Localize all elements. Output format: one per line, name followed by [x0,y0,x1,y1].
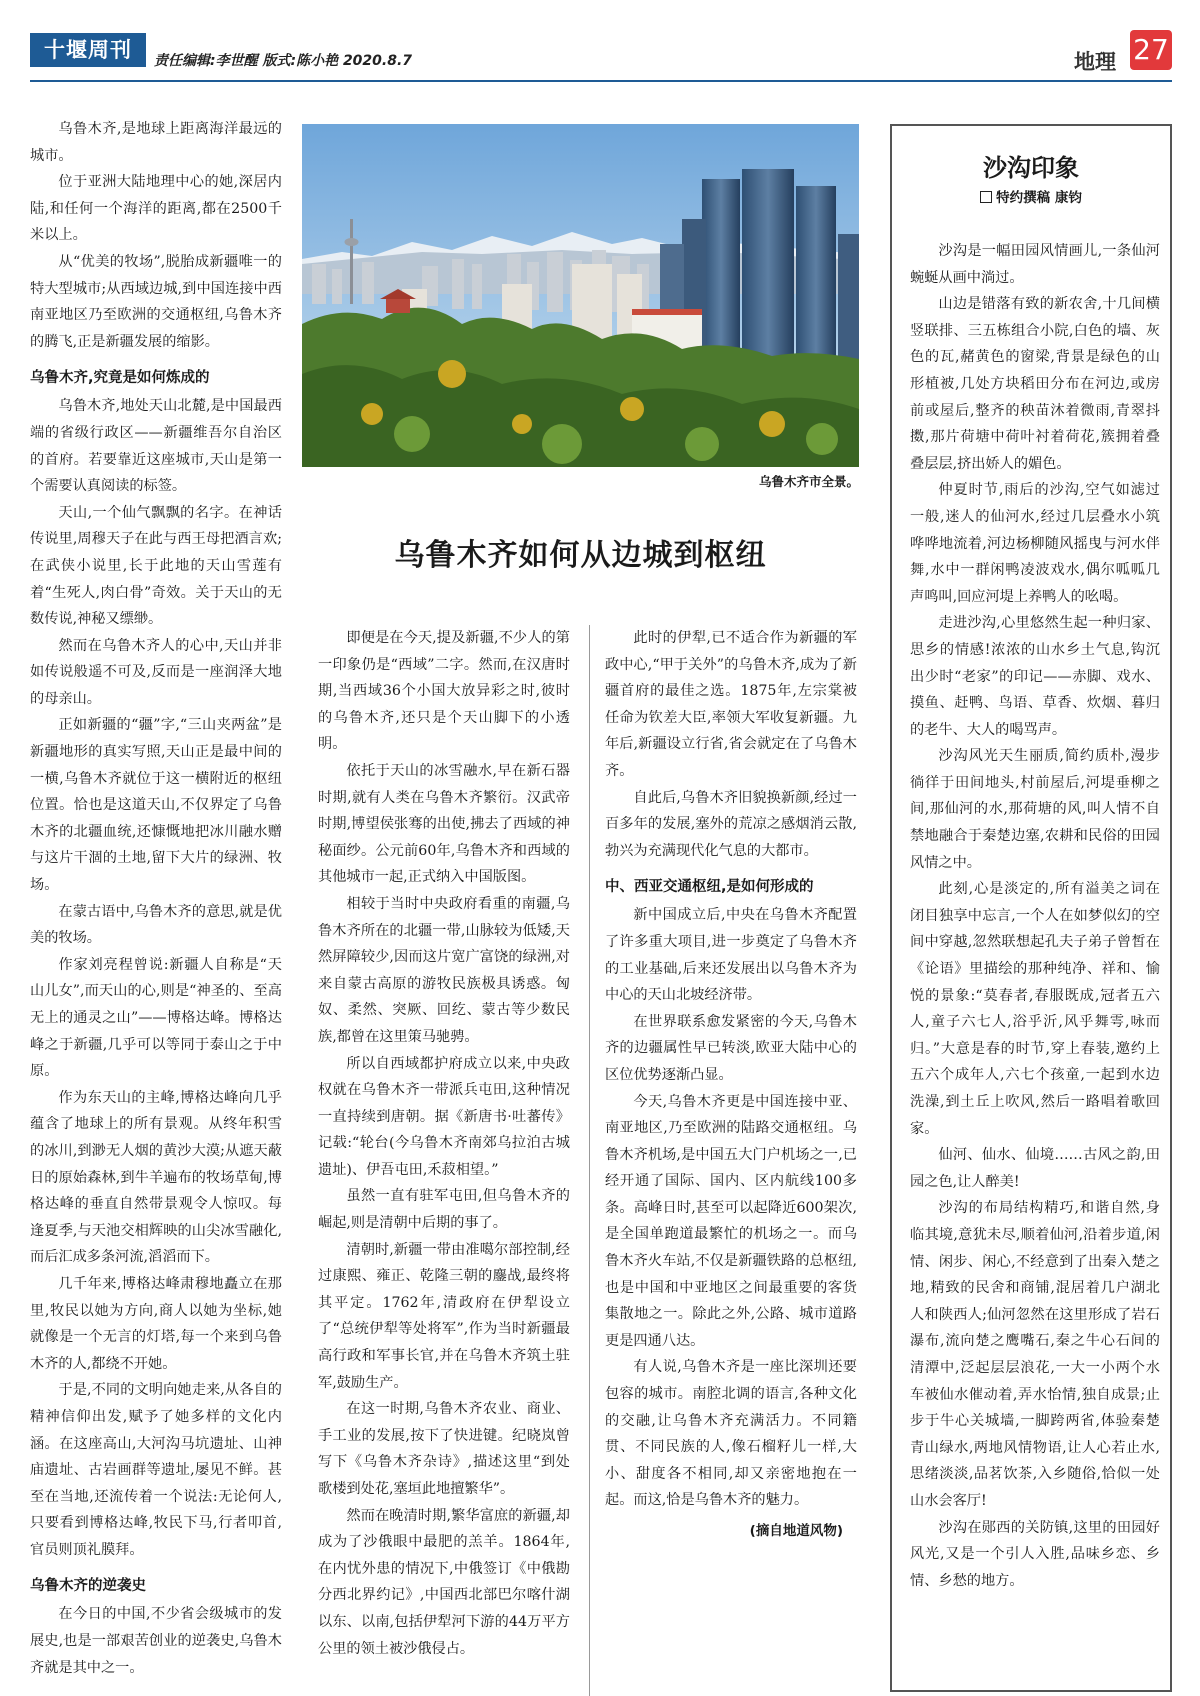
paragraph: 沙沟在郧西的关防镇,这里的田园好风光,又是一个引人入胜,品味乡恋、乡情、乡愁的地方。 [910,1519,1160,1589]
paragraph: 沙沟是一幅田园风情画儿,一条仙河蜿蜒从画中淌过。 [910,243,1160,286]
subheading-1: 乌鲁木齐,究竟是如何炼成的 [30,370,210,387]
sidebar-title: 沙沟印象 [983,153,1079,182]
paragraph: 此时的伊犁,已不适合作为新疆的军政中心,“甲于关外”的乌鲁木齐,成为了新疆首府的最佳之选。1875年,左宗棠被任命为钦差大臣,率领大军收复新疆。九年后,新疆设立行省,省会就定在了乌鲁木齐。 [605,630,857,779]
paragraph: 正如新疆的“疆”字,“三山夹两盆”是新疆地形的真实写照,天山正是最中间的一横,乌鲁木齐就位于这一横附近的枢纽位置。恰也是这道天山,不仅界定了乌鲁木齐的北疆血统,还慷慨地把冰川融水赠与这片干涸的土地,留下大片的绿洲、牧场。 [30,717,282,894]
paragraph: 仙河、仙水、仙境……古风之韵,田园之色,让人醉美! [910,1147,1160,1190]
article-column-1 [30,116,282,1696]
paragraph: 在世界联系愈发紧密的今天,乌鲁木齐的边疆属性早已转淡,欧亚大陆中心的区位优势逐渐凸显。 [605,1013,857,1083]
paragraph: 沙沟的布局结构精巧,和谐自然,身临其境,意犹未尽,顺着仙河,沿着步道,闲情、闲步、闲心,不经意到了出秦入楚之地,精致的民舍和商铺,混居着几户湖北人和陕西人;仙河忽然在这里形成了岩石瀑布,流向楚之鹰嘴石,秦之牛心石间的清潭中,泛起层层浪花,一大一小两个水车被仙水催动着,弄水怡情,独自成景;止步于牛心关城墙,一脚跨两省,体验秦楚青山绿水,两地风情物语,让人心若止水,思绪淡淡,品茗饮茶,入乡随俗,恰似一处山水会客厅! [910,1200,1160,1509]
paragraph: 今天,乌鲁木齐更是中国连接中亚、南亚地区,乃至欧洲的陆路交通枢纽。乌鲁木齐机场,是中国五大门户机场之一,已经开通了国际、国内、区内航线100多条。高峰日时,甚至可以起降近600架次,是全国单跑道最繁忙的机场之一。而乌鲁木齐火车站,不仅是新疆铁路的总枢纽,也是中国和中亚地区之间最重要的客货集散地之一。除此之外,公路、城市道路更是四通八达。 [605,1093,857,1349]
paragraph: 天山,一个仙气飘飘的名字。在神话传说里,周穆天子在此与西王母把酒言欢;在武侠小说里,长于此地的天山雪莲有着“生死人,肉白骨”奇效。关于天山的无数传说,神秘又缥缈。 [30,504,282,628]
paragraph: 山边是错落有致的新农舍,十几间横竖联排、三五栋组合小院,白色的墙、灰色的瓦,赭黄色的窗梁,背景是绿色的山形植被,几处方块稻田分布在河边,或房前或屋后,整齐的秧苗沐着微雨,青翠抖擞,那片荷塘中荷叶衬着荷花,簇拥着叠叠层层,挤出娇人的媚色。 [910,296,1160,472]
paragraph: 从“优美的牧场”,脱胎成新疆唯一的特大型城市;从西域边城,到中国连接中西南亚地区乃至欧洲的交通枢纽,乌鲁木齐的腾飞,正是新疆发展的缩影。 [30,253,282,350]
section-1-paragraphs [30,393,282,1563]
sidebar-paragraphs [910,238,1160,1594]
paragraph: 作家刘亮程曾说:新疆人自称是“天山儿女”,而天山的心,则是“神圣的、至高无上的通灵之山”——博格达峰。博格达峰之于新疆,几乎可以等同于泰山之于中原。 [30,956,282,1080]
paragraph: 乌鲁木齐,是地球上距离海洋最远的城市。 [30,121,282,164]
section-2-paragraphs-part-a [30,1601,282,1681]
masthead-logo: 十堰周刊 [30,33,146,67]
article-column-3 [605,625,857,1696]
section-3-paragraphs [605,902,857,1514]
sidebar-author [890,186,1172,206]
intro-paragraphs [30,116,282,355]
paragraph: 此刻,心是淡定的,所有溢美之词在闭目独享中忘言,一个人在如梦似幻的空间中穿越,忽然联想起孔夫子弟子曾皙在《论语》里描绘的那种纯净、祥和、愉悦的景象:“莫春者,春服既成,冠者五六人,童子六七人,浴乎沂,风乎舞雩,咏而归。”大意是春的时节,穿上春装,邀约上五六个成年人,六七个孩童,一起到水边洗澡,到土丘上吹风,然后一路唱着歌回家。 [910,881,1160,1137]
paragraph: 走进沙沟,心里悠然生起一种归家、思乡的情感!浓浓的山水乡土气息,钩沉出少时“老家”的印记——赤脚、戏水、摸鱼、赶鸭、鸟语、草香、炊烟、暮归的老牛、大人的喝骂声。 [910,615,1160,738]
paragraph: 即便是在今天,提及新疆,不少人的第一印象仍是“西域”二字。然而,在汉唐时期,当西域36个小国大放异彩之时,彼时的乌鲁木齐,还只是个天山脚下的小透明。 [318,630,570,753]
paragraph: 相较于当时中央政府看重的南疆,乌鲁木齐所在的北疆一带,山脉较为低矮,天然屏障较少,因而这片宽广富饶的绿洲,对来自蒙古高原的游牧民族极具诱惑。匈奴、柔然、突厥、回纥、蒙古等少数民族,都曾在这里策马驰骋。 [318,895,570,1045]
paragraph: 清朝时,新疆一带由准噶尔部控制,经过康熙、雍正、乾隆三朝的鏖战,最终将其平定。1762年,清政府在伊犁设立了“总统伊犁等处将军”,作为当时新疆最高行政和军事长官,并在乌鲁木齐筑土驻军,鼓励生产。 [318,1241,570,1391]
paragraph: 在今日的中国,不少省会级城市的发展史,也是一部艰苦创业的逆袭史,乌鲁木齐就是其中之一。 [30,1606,282,1676]
paragraph: 在蒙古语中,乌鲁木齐的意思,就是优美的牧场。 [30,903,282,947]
sidebar-column [910,238,1160,1693]
section-label: 地理 [1074,50,1116,74]
article-column-2 [318,625,570,1696]
paragraph: 乌鲁木齐,地处天山北麓,是中国最西端的省级行政区——新疆维吾尔自治区的首府。若要靠近这座城市,天山是第一个需要认真阅读的标签。 [30,398,282,495]
paragraph: 位于亚洲大陆地理中心的她,深居内陆,和任何一个海洋的距离,都在2500千米以上。 [30,174,282,244]
city-panorama-photo [302,124,859,467]
paragraph: 然而在乌鲁木齐人的心中,天山并非如传说般遥不可及,反而是一座润泽大地的母亲山。 [30,637,282,707]
paragraph: 所以自西域都护府成立以来,中央政权就在乌鲁木齐一带派兵屯田,这种情况一直持续到唐朝。据《新唐书·吐蕃传》记载:“轮台(今乌鲁木齐南郊乌拉泊古城遗址)、伊吾屯田,禾菽相望。” [318,1055,570,1178]
page-number-badge: 27 [1130,30,1172,70]
paragraph: 几千年来,博格达峰肃穆地矗立在那里,牧民以她为方向,商人以她为坐标,她就像是一个无言的灯塔,每一个来到乌鲁木齐的人,都绕不开她。 [30,1275,282,1372]
paragraph: 仲夏时节,雨后的沙沟,空气如滤过一般,迷人的仙河水,经过几层叠水小筑哗哗地流着,河边杨柳随风摇曳与河水伴舞,水中一群闲鸭凌波戏水,偶尔呱呱几声鸣叫,回应河堤上养鸭人的吆喝。 [910,482,1160,605]
section-2-paragraphs-part-c [605,625,857,864]
article-source: (摘自地道风物) [749,1523,843,1539]
paragraph: 新中国成立后,中央在乌鲁木齐配置了许多重大项目,进一步奠定了乌鲁木齐的工业基础,后来还发展出以乌鲁木齐为中心的天山北坡经济带。 [605,907,857,1004]
paragraph: 有人说,乌鲁木齐是一座比深圳还要包容的城市。南腔北调的语言,各种文化的交融,让乌鲁木齐充满活力。不同籍贯、不同民族的人,像石榴籽儿一样,大小、甜度各不相同,却又亲密地抱在一起。而这,恰是乌鲁木齐的魅力。 [605,1359,857,1509]
article-headline: 乌鲁木齐如何从边城到枢纽 [394,538,767,573]
paragraph: 自此后,乌鲁木齐旧貌换新颜,经过一百多年的发展,塞外的荒凉之感烟消云散,勃兴为充满现代化气息的大都市。 [605,789,857,859]
paragraph: 依托于天山的冰雪融水,早在新石器时期,就有人类在乌鲁木齐繁衍。汉武帝时期,博望侯张骞的出使,拂去了西域的神秘面纱。公元前60年,乌鲁木齐和西域的其他城市一起,正式纳入中国版图。 [318,762,570,886]
header-rule [30,80,1172,82]
section-2-paragraphs-part-b [318,625,570,1662]
subheading-2: 乌鲁木齐的逆袭史 [30,1578,146,1595]
paragraph: 于是,不同的文明向她走来,从各自的精神信仰出发,赋予了她多样的文化内涵。在这座高山,大河沟马坑遗址、山神庙遗址、古岩画群等遗址,屡见不鲜。甚至在当地,还流传着一个说法:无论何人,只要看到博格达峰,牧民下马,行者叩首,官员则顶礼膜拜。 [30,1382,282,1558]
subheading-3: 中、西亚交通枢纽,是如何形成的 [605,879,814,896]
bullet-square-icon [980,191,992,203]
editor-credits: 责任编辑:李世醒 版式:陈小艳 2020.8.7 [154,53,413,69]
paragraph: 在这一时期,乌鲁木齐农业、商业、手工业的发展,按下了快进键。纪晓岚曾写下《乌鲁木齐杂诗》,描述这里“到处歌楼到处花,塞垣此地擅繁华”。 [318,1401,570,1497]
sidebar-author-text: 特约撰稿 康钧 [996,190,1082,206]
paragraph: 虽然一直有驻军屯田,但乌鲁木齐的崛起,则是清朝中后期的事了。 [318,1188,570,1232]
column-divider [589,625,590,1696]
paragraph: 然而在晚清时期,繁华富庶的新疆,却成为了沙俄眼中最肥的羔羊。1864年,在内忧外患的情况下,中俄签订《中俄勘分西北界约记》,中国西北部巴尔喀什湖以东、以南,包括伊犁河下游的44万平方公里的领土被沙俄侵占。 [318,1507,570,1657]
paragraph: 作为东天山的主峰,博格达峰向几乎蕴含了地球上的所有景观。从终年积雪的冰川,到渺无人烟的黄沙大漠;从遮天蔽日的原始森林,到牛羊遍布的牧场草甸,博格达峰的垂直自然带景观令人惊叹。每逢夏季,与天池交相辉映的山尖冰雪融化,而后汇成多条河流,滔滔而下。 [30,1089,282,1266]
photo-caption: 乌鲁木齐市全景。 [758,474,859,489]
paragraph: 沙沟风光天生丽质,简约质朴,漫步徜徉于田间地头,村前屋后,河堤垂柳之间,那仙河的水,那荷塘的风,叫人情不自禁地融合于秦楚边塞,农耕和民俗的田园风情之中。 [910,748,1160,871]
